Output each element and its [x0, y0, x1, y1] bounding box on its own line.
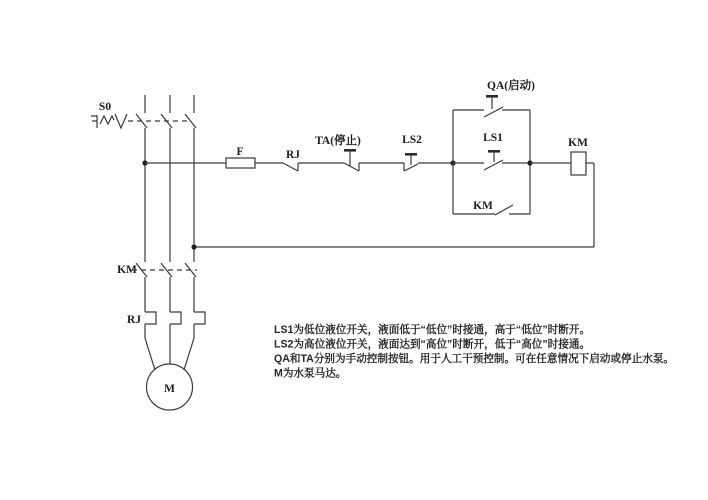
km-main-label: KM	[117, 264, 137, 276]
qa-no-blade	[484, 107, 503, 117]
stop-button-ta	[315, 133, 404, 171]
power-lines-lower	[145, 277, 194, 312]
motor-m	[145, 338, 194, 410]
km-aux-contact	[453, 200, 530, 215]
rj-nc-blade	[283, 163, 298, 171]
note-line-2: LS2为高位液位开关，液面达到“高位”时断开，低于“高位”时接通。	[274, 338, 591, 351]
manual-actuator-icon	[91, 114, 127, 128]
rj-heater-label: RJ	[126, 314, 142, 326]
level-switch-ls1	[453, 132, 530, 170]
km-coil	[530, 137, 594, 175]
s0-label: S0	[98, 101, 112, 113]
overload-contact-rj	[283, 149, 344, 171]
rj-heater-2	[170, 312, 181, 324]
control-return-wire	[191, 163, 594, 250]
ta-label: TA(停止)	[315, 135, 361, 147]
motor-lead-3	[184, 338, 194, 370]
disconnect-switch-s0	[91, 101, 196, 128]
overload-heaters-rj	[127, 312, 205, 338]
s0-blade-2	[161, 114, 172, 128]
fuse-f	[226, 146, 283, 168]
parallel-branch-frame	[453, 110, 530, 214]
power-lines-incoming	[145, 95, 194, 113]
km-coil-label: KM	[568, 137, 588, 149]
junction-return-tap	[191, 244, 196, 249]
ls1-label: LS1	[483, 132, 503, 144]
note-line-1: LS1为低位液位开关，液面低于“低位”时接通，高于“低位”时断开。	[274, 324, 591, 336]
rj-heater-1	[145, 312, 156, 324]
note-line-3: QA和TA分别为手动控制按钮。用于人工干预控制。可在任意情况下启动或停止水泵。	[274, 353, 675, 365]
rj-contact-label: RJ	[285, 149, 301, 161]
motor-label: M	[164, 383, 175, 395]
power-lines-mid	[145, 128, 194, 262]
start-button-qa	[453, 78, 535, 117]
rj-heater-3	[194, 312, 205, 324]
notes	[274, 323, 674, 380]
fuse-body	[226, 158, 255, 168]
ta-nc-blade	[344, 163, 359, 171]
ls2-label: LS2	[402, 134, 422, 146]
fuse-label: F	[236, 146, 244, 158]
km-aux-label: KM	[473, 200, 493, 212]
qa-label: QA(启动)	[487, 80, 535, 92]
level-switch-ls2	[402, 134, 453, 171]
km-coil-body	[571, 152, 586, 175]
km-main-contacts	[117, 263, 197, 277]
note-line-4: M为水泵马达。	[274, 367, 347, 380]
motor-lead-1	[145, 338, 155, 370]
